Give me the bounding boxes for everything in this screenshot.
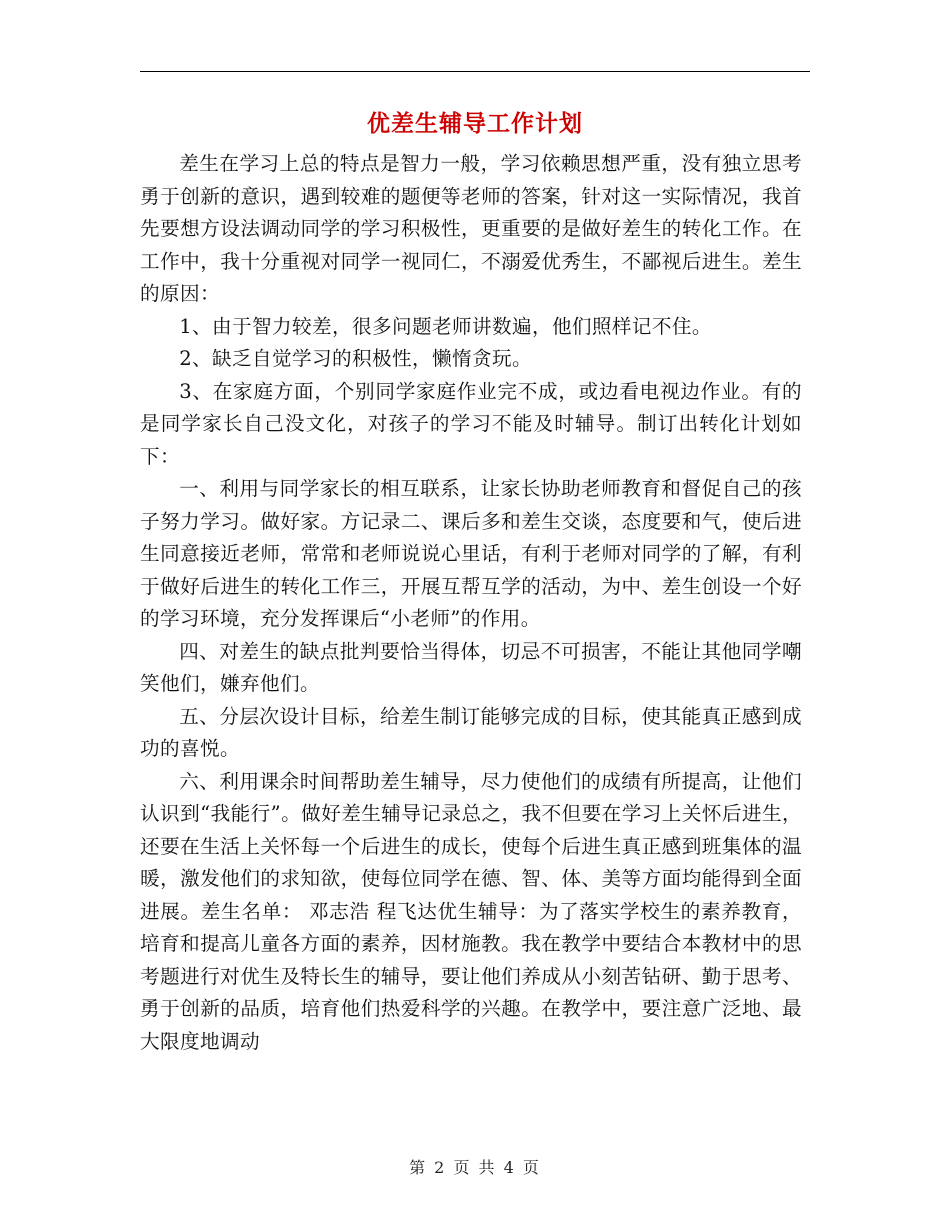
header-rule — [140, 71, 810, 72]
paragraph-intro: 差生在学习上总的特点是智力一般，学习依赖思想严重，没有独立思考勇于创新的意识，遇到较难的题便等老师的答案，针对这一实际情况，我首先要想方设法调动同学的学习积极性，更重要的是做好差生的转化工作。在工作中，我十分重视对同学一视同仁，不溺爱优秀生，不鄙视后进生。差生的原因： — [140, 152, 802, 305]
paragraph-reason-1: 1、由于智力较差，很多问题老师讲数遍，他们照样记不住。 — [179, 314, 712, 338]
document-title: 优差生辅导工作计划 — [367, 110, 583, 137]
paragraph-plan-5: 五、分层次设计目标，给差生制订能够完成的目标，使其能真正感到成功的喜悦。 — [140, 704, 802, 760]
paragraph-plan-4: 四、对差生的缺点批判要恰当得体，切忌不可损害，不能让其他同学嘲笑他们，嫌弃他们。 — [140, 639, 802, 695]
paragraph-reason-3: 3、在家庭方面，个别同学家庭作业完不成，或边看电视边作业。有的是同学家长自己没文化，对孩子的学习不能及时辅导。制订出转化计划如下： — [140, 379, 802, 468]
paragraph-plan-1-3: 一、利用与同学家长的相互联系，让家长协助老师教育和督促自己的孩子努力学习。做好家。方记录二、课后多和差生交谈，态度要和气，使后进生同意接近老师，常常和老师说说心里话，有利于老师对同学的了解，有利于做好后进生的转化工作三，开展互帮互学的活动，为中、差生创设一个好的学习环境，充分发挥课后“小老师”的作用。 — [140, 477, 802, 630]
paragraph-plan-6: 六、利用课余时间帮助差生辅导，尽力使他们的成绩有所提高，让他们认识到“我能行”。做好差生辅导记录总之，我不但要在学习上关怀后进生，还要在生活上关怀每一个后进生的成长，使每个后进生真正感到班集体的温暖，激发他们的求知欲，使每位同学在德、智、体、美等方面均能得到全面进展。差生名单： 邓志浩 程飞达优生辅导：为了落实学校生的素养教育，培育和提高儿童各方面的素养，因材施教。我在教学中要结合本教材中的思考题进行对优生及特长生的辅导，要让他们养成从小刻苦钻研、勤于思考、勇于创新的品质，培育他们热爱科学的兴趣。在教学中，要注意广泛地、最大限度地调动 — [140, 769, 802, 1053]
paragraph-reason-2: 2、缺乏自觉学习的积极性，懒惰贪玩。 — [179, 347, 532, 370]
page-footer: 第 2 页 共 4 页 — [409, 1158, 541, 1177]
document-body — [140, 148, 802, 1058]
